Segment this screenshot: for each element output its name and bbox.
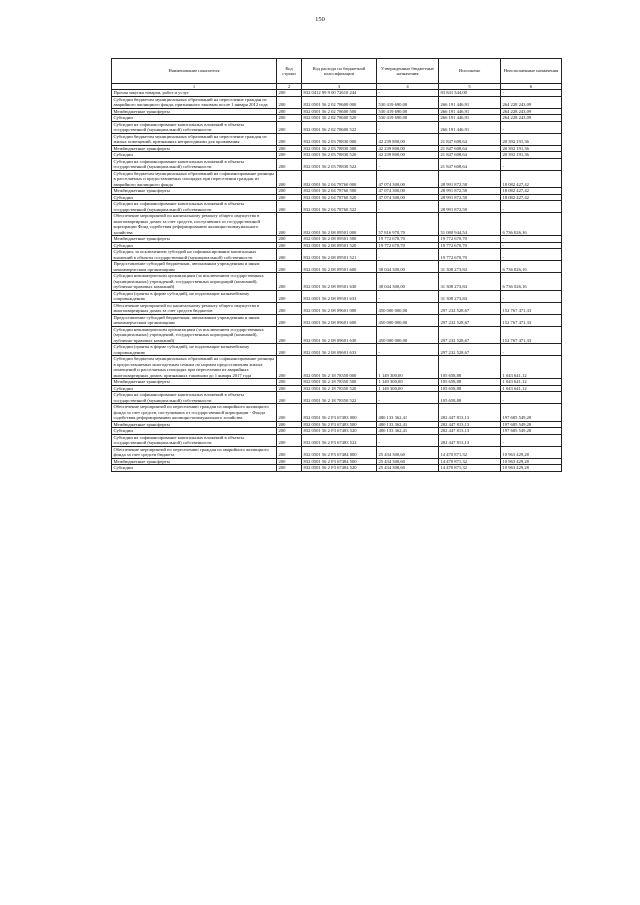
row-budget-code-cell: 832 0501 56 2 02 78600 520: [302, 115, 377, 122]
row-code-cell: 200: [277, 90, 302, 97]
row-executed-cell: 31 308 273,84: [439, 273, 501, 291]
row-approved-cell: 19 772 670,70: [377, 236, 439, 243]
row-budget-code-cell: 832 0412 99 9 00 72610 244: [302, 90, 377, 97]
row-budget-code-cell: 832 0501 56 2 F3 67483 520: [302, 428, 377, 435]
row-executed-cell: 266 191 446,91: [439, 121, 501, 133]
row-executed-cell: 19 772 670,70: [439, 236, 501, 243]
row-code-cell: 200: [277, 188, 302, 195]
row-unexecuted-cell: -: [501, 249, 562, 261]
row-code-cell: 200: [277, 249, 302, 261]
row-executed-cell: 282 447 813,13: [439, 434, 501, 446]
row-budget-code-cell: 832 0501 56 2 08 09501 500: [302, 236, 377, 243]
row-budget-code-cell: 832 0501 56 2 03 78830 500: [302, 145, 377, 152]
column-number: 5: [439, 84, 501, 90]
row-executed-cell: 83 841 344,00: [439, 90, 501, 97]
row-approved-cell: 25 434 300,60: [377, 458, 439, 465]
row-code-cell: 200: [277, 236, 302, 243]
row-approved-cell: 530 419 690,00: [377, 108, 439, 115]
row-executed-cell: 21 847 608,64: [439, 158, 501, 170]
row-budget-code-cell: 832 0501 56 2 18 78350 000: [302, 356, 377, 379]
row-executed-cell: 31 308 273,84: [439, 290, 501, 302]
row-executed-cell: 14 470 871,32: [439, 458, 501, 465]
row-name-cell: Межбюджетные трансферты: [112, 108, 277, 115]
row-executed-cell: 297 232 528,67: [439, 314, 501, 326]
row-code-cell: 200: [277, 158, 302, 170]
row-approved-cell: -: [377, 121, 439, 133]
row-name-cell: Субсидии: [112, 194, 277, 201]
header-indicator-name: Наименование показателя: [112, 59, 277, 84]
row-unexecuted-cell: 6 736 026,16: [501, 261, 562, 273]
row-name-cell: Субсидии на софинансирование капитальных вложений в объекты государственной (муниципальной) собственности: [112, 201, 277, 213]
row-approved-cell: -: [377, 158, 439, 170]
row-budget-code-cell: 832 0501 56 2 08 09501 521: [302, 249, 377, 261]
row-unexecuted-cell: -: [501, 236, 562, 243]
row-approved-cell: 42 239 800,00: [377, 145, 439, 152]
table-row: [112, 213, 562, 236]
row-approved-cell: 450 000 000,00: [377, 314, 439, 326]
table-row: [112, 133, 562, 145]
row-code-cell: 200: [277, 133, 302, 145]
table-row: [112, 121, 562, 133]
row-code-cell: 200: [277, 121, 302, 133]
row-budget-code-cell: 832 0501 56 2 03 78830 522: [302, 158, 377, 170]
row-name-cell: Субсидии бюджетам муниципальных образований на софинансирование разницы в расселяемых и предоставляемых площадях при переселении граждан из аварийного жилищного фонда: [112, 170, 277, 188]
row-code-cell: 200: [277, 194, 302, 201]
column-number: 2: [277, 84, 302, 90]
row-unexecuted-cell: 1 043 641,12: [501, 385, 562, 392]
row-unexecuted-cell: 152 767 471,33: [501, 314, 562, 326]
row-unexecuted-cell: 18 082 427,42: [501, 188, 562, 195]
table-row: [112, 290, 562, 302]
row-name-cell: Субсидии на софинансирование капитальных вложений в объекты государственной (муниципальной) собственности: [112, 434, 277, 446]
row-name-cell: Субсидии на софинансирование капитальных вложений в объекты государственной (муниципальной) собственности: [112, 392, 277, 404]
row-approved-cell: 450 000 000,00: [377, 302, 439, 314]
row-executed-cell: 282 447 813,13: [439, 404, 501, 422]
row-unexecuted-cell: 152 767 471,33: [501, 326, 562, 344]
header-unexecuted: Неисполненные назначения: [501, 59, 562, 84]
row-executed-cell: 297 232 528,67: [439, 326, 501, 344]
row-unexecuted-cell: 10 963 429,28: [501, 465, 562, 472]
row-name-cell: Прочая закупка товаров, работ и услуг: [112, 90, 277, 97]
row-code-cell: 200: [277, 385, 302, 392]
column-number: 4: [377, 84, 439, 90]
row-budget-code-cell: 832 0501 56 2 08 09601 633: [302, 344, 377, 356]
row-approved-cell: 42 239 800,00: [377, 152, 439, 159]
row-unexecuted-cell: -: [501, 158, 562, 170]
row-executed-cell: 14 470 871,32: [439, 465, 501, 472]
row-code-cell: 200: [277, 152, 302, 159]
row-unexecuted-cell: 264 228 243,09: [501, 115, 562, 122]
column-number: 1: [112, 84, 277, 90]
row-name-cell: Межбюджетные трансферты: [112, 421, 277, 428]
row-approved-cell: -: [377, 434, 439, 446]
row-code-cell: 200: [277, 170, 302, 188]
row-code-cell: 200: [277, 115, 302, 122]
row-unexecuted-cell: 20 392 191,36: [501, 145, 562, 152]
row-unexecuted-cell: 264 228 243,09: [501, 108, 562, 115]
row-budget-code-cell: 832 0501 56 2 02 78600 500: [302, 108, 377, 115]
row-executed-cell: 28 991 872,58: [439, 170, 501, 188]
row-code-cell: 200: [277, 392, 302, 404]
row-budget-code-cell: 832 0501 56 2 F3 67484 520: [302, 465, 377, 472]
row-budget-code-cell: 832 0501 56 2 F3 67484 000: [302, 446, 377, 458]
row-code-cell: 200: [277, 421, 302, 428]
row-executed-cell: 28 991 872,58: [439, 201, 501, 213]
row-unexecuted-cell: 1 043 641,12: [501, 356, 562, 379]
row-unexecuted-cell: 20 392 191,36: [501, 152, 562, 159]
row-executed-cell: 19 772 670,70: [439, 249, 501, 261]
row-budget-code-cell: 832 0501 56 2 08 09501 000: [302, 213, 377, 236]
table-row: [112, 434, 562, 446]
row-executed-cell: 266 191 446,91: [439, 108, 501, 115]
row-executed-cell: 28 991 872,58: [439, 188, 501, 195]
row-executed-cell: 297 232 528,67: [439, 344, 501, 356]
row-executed-cell: 282 447 813,13: [439, 428, 501, 435]
row-name-cell: Субсидии на софинансирование капитальных вложений в объекты государственной (муниципальной) собственности: [112, 121, 277, 133]
row-code-cell: 200: [277, 314, 302, 326]
row-code-cell: 200: [277, 379, 302, 386]
row-unexecuted-cell: -: [501, 434, 562, 446]
budget-execution-table: [111, 58, 562, 472]
row-executed-cell: 105 658,88: [439, 392, 501, 404]
row-approved-cell: 38 044 300,00: [377, 261, 439, 273]
row-name-cell: Межбюджетные трансферты: [112, 458, 277, 465]
row-budget-code-cell: 832 0501 56 2 08 09601 000: [302, 302, 377, 314]
row-unexecuted-cell: 20 392 191,36: [501, 133, 562, 145]
table-row: [112, 344, 562, 356]
row-budget-code-cell: 832 0501 56 2 08 09501 633: [302, 290, 377, 302]
row-budget-code-cell: 832 0501 56 2 F3 67483 522: [302, 434, 377, 446]
row-code-cell: 200: [277, 242, 302, 249]
row-name-cell: Субсидии бюджетам муниципальных образований на переселение граждан из жилых помещений, признанных непригодными для проживания: [112, 133, 277, 145]
row-approved-cell: -: [377, 344, 439, 356]
row-budget-code-cell: 832 0501 56 2 F3 67483 000: [302, 404, 377, 422]
table-header-row: [112, 59, 562, 84]
row-approved-cell: -: [377, 290, 439, 302]
table-row: [112, 465, 562, 472]
row-executed-cell: 28 991 872,58: [439, 194, 501, 201]
row-approved-cell: 530 419 690,00: [377, 115, 439, 122]
row-name-cell: Межбюджетные трансферты: [112, 188, 277, 195]
table-row: [112, 392, 562, 404]
table-row: [112, 446, 562, 458]
row-code-cell: 200: [277, 428, 302, 435]
table-row: [112, 314, 562, 326]
row-approved-cell: 530 419 690,00: [377, 96, 439, 108]
row-budget-code-cell: 832 0501 56 2 04 78760 522: [302, 201, 377, 213]
row-approved-cell: 1 149 300,00: [377, 356, 439, 379]
row-approved-cell: 480 133 362,41: [377, 428, 439, 435]
row-code-cell: 200: [277, 96, 302, 108]
row-approved-cell: -: [377, 392, 439, 404]
row-approved-cell: -: [377, 249, 439, 261]
row-name-cell: Субсидии: [112, 115, 277, 122]
table-row: [112, 158, 562, 170]
row-budget-code-cell: 832 0501 56 2 04 78760 500: [302, 188, 377, 195]
row-approved-cell: 480 133 362,41: [377, 404, 439, 422]
row-unexecuted-cell: 10 963 429,28: [501, 446, 562, 458]
table-row: [112, 404, 562, 422]
row-approved-cell: 25 434 300,60: [377, 465, 439, 472]
row-budget-code-cell: 832 0501 56 2 18 78350 500: [302, 379, 377, 386]
row-executed-cell: 19 772 670,70: [439, 242, 501, 249]
row-code-cell: 200: [277, 213, 302, 236]
row-executed-cell: 14 470 871,32: [439, 446, 501, 458]
row-budget-code-cell: 832 0501 56 2 08 09501 600: [302, 261, 377, 273]
row-name-cell: Обеспечение мероприятий по капитальному ремонту общего имущества в многоквартирных домах за счет средств бюджетов: [112, 302, 277, 314]
row-executed-cell: 21 847 608,64: [439, 133, 501, 145]
row-executed-cell: 21 847 608,64: [439, 152, 501, 159]
row-approved-cell: 42 239 800,00: [377, 133, 439, 145]
row-code-cell: 200: [277, 465, 302, 472]
row-executed-cell: 31 308 273,84: [439, 261, 501, 273]
row-unexecuted-cell: 6 736 026,16: [501, 273, 562, 291]
row-name-cell: Субсидии бюджетам муниципальных образований на софинансирование разницы в предоставляемых многодетным семьям по нормам предоставления жилых помещений и расселяемых площадях при переселении из аварийных многоквартирных домов, признанных таковыми до 1 января 2017 года: [112, 356, 277, 379]
row-code-cell: 200: [277, 261, 302, 273]
row-budget-code-cell: 832 0501 56 2 04 78760 000: [302, 170, 377, 188]
row-code-cell: 200: [277, 108, 302, 115]
row-unexecuted-cell: 1 043 641,12: [501, 379, 562, 386]
row-name-cell: Субсидии бюджетам муниципальных образований на переселение граждан из аварийного жилищного фонда, признанного таковым после 1 января 2012 года: [112, 96, 277, 108]
row-unexecuted-cell: -: [501, 242, 562, 249]
row-name-cell: Субсидии: [112, 385, 277, 392]
header-executed: Исполнено: [439, 59, 501, 84]
row-name-cell: Субсидии: [112, 465, 277, 472]
row-code-cell: 200: [277, 326, 302, 344]
row-name-cell: Предоставление субсидий бюджетным, автономным учреждениям и иным некоммерческим организациям: [112, 261, 277, 273]
row-approved-cell: 38 044 300,00: [377, 273, 439, 291]
row-executed-cell: 105 658,88: [439, 385, 501, 392]
column-number: 3: [302, 84, 377, 90]
row-approved-cell: 1 149 300,00: [377, 379, 439, 386]
row-executed-cell: 266 191 446,91: [439, 115, 501, 122]
table-row: [112, 302, 562, 314]
row-budget-code-cell: 832 0501 56 2 08 09501 520: [302, 242, 377, 249]
row-approved-cell: 19 772 670,70: [377, 242, 439, 249]
row-approved-cell: 450 000 000,00: [377, 326, 439, 344]
row-name-cell: Субсидии некоммерческим организациям (за исключением государственных (муниципальных) учреждений, государственных корпораций (компаний), публично-правовых компаний): [112, 326, 277, 344]
row-unexecuted-cell: -: [501, 90, 562, 97]
row-executed-cell: 105 658,88: [439, 379, 501, 386]
row-name-cell: Межбюджетные трансферты: [112, 379, 277, 386]
row-approved-cell: 47 074 300,00: [377, 194, 439, 201]
row-name-cell: Субсидии некоммерческим организациям (за исключением государственных (муниципальных) учреждений, государственных корпораций (компаний), публично-правовых компаний): [112, 273, 277, 291]
row-name-cell: Обеспечение мероприятий по переселению граждан из аварийного жилищного фонда за счет средств, поступивших от государственной корпорации - Фонда содействия реформированию жилищно-коммунального хозяйства: [112, 404, 277, 422]
table-row: [112, 261, 562, 273]
row-name-cell: Субсидии, за исключением субсидий на софинансирование капитальных вложений в объекты государственной (муниципальной) собственности: [112, 249, 277, 261]
row-budget-code-cell: 832 0501 56 2 18 78350 520: [302, 385, 377, 392]
row-code-cell: 200: [277, 290, 302, 302]
row-unexecuted-cell: 197 685 549,28: [501, 404, 562, 422]
header-approved: Утвержденные бюджетные назначения: [377, 59, 439, 84]
table-row: [112, 273, 562, 291]
row-unexecuted-cell: -: [501, 121, 562, 133]
row-code-cell: 200: [277, 302, 302, 314]
table-row: [112, 201, 562, 213]
row-code-cell: 200: [277, 434, 302, 446]
row-unexecuted-cell: -: [501, 201, 562, 213]
row-budget-code-cell: 832 0501 56 2 08 09501 630: [302, 273, 377, 291]
row-unexecuted-cell: 197 685 549,28: [501, 428, 562, 435]
row-unexecuted-cell: -: [501, 392, 562, 404]
row-approved-cell: -: [377, 90, 439, 97]
row-name-cell: Обеспечение мероприятий по переселению граждан из аварийного жилищного фонда за счет средств бюджета: [112, 446, 277, 458]
row-code-cell: 200: [277, 273, 302, 291]
row-code-cell: 200: [277, 458, 302, 465]
row-name-cell: Субсидии (гранты в форме субсидий), не подлежащие казначейскому сопровождению: [112, 344, 277, 356]
row-unexecuted-cell: 152 767 471,33: [501, 302, 562, 314]
row-unexecuted-cell: 10 963 429,28: [501, 458, 562, 465]
row-unexecuted-cell: 197 685 549,28: [501, 421, 562, 428]
row-budget-code-cell: 832 0501 56 2 08 09601 630: [302, 326, 377, 344]
column-number: 6: [501, 84, 562, 90]
table-body: [112, 90, 562, 472]
row-executed-cell: 105 658,88: [439, 356, 501, 379]
row-approved-cell: 1 149 300,00: [377, 385, 439, 392]
row-name-cell: Межбюджетные трансферты: [112, 236, 277, 243]
row-budget-code-cell: 832 0501 56 2 03 78830 000: [302, 133, 377, 145]
row-code-cell: 200: [277, 145, 302, 152]
row-executed-cell: 51 080 944,54: [439, 213, 501, 236]
header-row-code: Код строки: [277, 59, 302, 84]
row-executed-cell: 297 232 528,67: [439, 302, 501, 314]
row-unexecuted-cell: -: [501, 344, 562, 356]
row-unexecuted-cell: 18 082 427,42: [501, 170, 562, 188]
row-approved-cell: 480 133 362,41: [377, 421, 439, 428]
row-budget-code-cell: 832 0501 56 2 08 09601 600: [302, 314, 377, 326]
row-unexecuted-cell: 264 228 243,09: [501, 96, 562, 108]
row-budget-code-cell: 832 0501 56 2 02 78600 000: [302, 96, 377, 108]
row-unexecuted-cell: -: [501, 290, 562, 302]
row-budget-code-cell: 832 0501 56 2 02 78600 522: [302, 121, 377, 133]
row-budget-code-cell: 832 0501 56 2 18 78350 522: [302, 392, 377, 404]
row-approved-cell: 47 074 300,00: [377, 170, 439, 188]
row-unexecuted-cell: 6 736 026,16: [501, 213, 562, 236]
row-name-cell: Субсидии: [112, 242, 277, 249]
row-budget-code-cell: 832 0501 56 2 F3 67483 500: [302, 421, 377, 428]
table-row: [112, 356, 562, 379]
row-executed-cell: 282 447 813,13: [439, 421, 501, 428]
row-name-cell: Субсидии: [112, 152, 277, 159]
row-name-cell: Предоставление субсидий бюджетным, автономным учреждениям и иным некоммерческим организациям: [112, 314, 277, 326]
table-row: [112, 170, 562, 188]
table-row: [112, 249, 562, 261]
page-number: 150: [315, 16, 325, 23]
row-code-cell: 200: [277, 356, 302, 379]
row-code-cell: 200: [277, 201, 302, 213]
row-code-cell: 200: [277, 404, 302, 422]
table-row: [112, 326, 562, 344]
row-executed-cell: 21 847 608,64: [439, 145, 501, 152]
row-name-cell: Субсидии (гранты в форме субсидий), не подлежащие казначейскому сопровождению: [112, 290, 277, 302]
row-budget-code-cell: 832 0501 56 2 F3 67484 500: [302, 458, 377, 465]
row-unexecuted-cell: 18 082 427,42: [501, 194, 562, 201]
row-approved-cell: -: [377, 201, 439, 213]
row-name-cell: Межбюджетные трансферты: [112, 145, 277, 152]
row-executed-cell: 266 191 446,91: [439, 96, 501, 108]
row-approved-cell: 25 434 300,60: [377, 446, 439, 458]
row-approved-cell: 57 816 970,70: [377, 213, 439, 236]
header-budget-code: Код расхода по бюджетной классификации: [302, 59, 377, 84]
row-name-cell: Субсидии: [112, 428, 277, 435]
row-budget-code-cell: 832 0501 56 2 04 78760 520: [302, 194, 377, 201]
row-approved-cell: 47 074 300,00: [377, 188, 439, 195]
row-code-cell: 200: [277, 344, 302, 356]
row-name-cell: Субсидии на софинансирование капитальных вложений в объекты государственной (муниципальной) собственности: [112, 158, 277, 170]
row-budget-code-cell: 832 0501 56 2 03 78830 520: [302, 152, 377, 159]
row-name-cell: Обеспечение мероприятий по капитальному ремонту общего имущества в многоквартирных домах за счет средств, поступивших от государственной корпорации Фонд содействия реформированию жилищно-коммунального хозяйства: [112, 213, 277, 236]
row-code-cell: 200: [277, 446, 302, 458]
table-row: [112, 96, 562, 108]
